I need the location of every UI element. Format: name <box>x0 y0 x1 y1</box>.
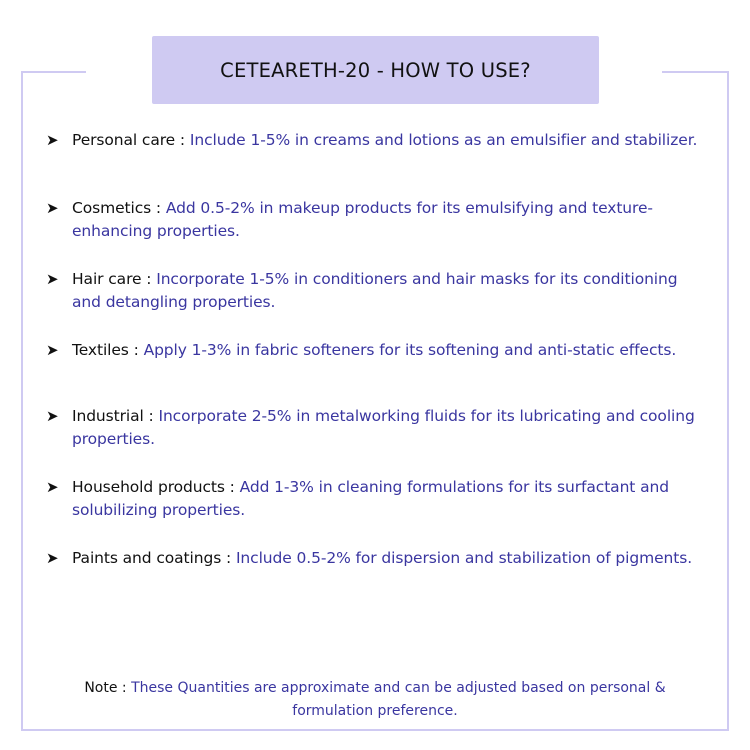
list-item-text <box>72 476 711 521</box>
list-item-description: Incorporate 1-5% in conditioners and hair masks for its conditioning and detangling properties. <box>72 270 678 311</box>
list-item-label: Industrial : <box>72 407 159 425</box>
list-item-label: Cosmetics : <box>72 199 162 217</box>
list-item-label: Hair care : <box>72 270 152 288</box>
list-item-text <box>72 339 676 362</box>
list-item-text <box>72 405 711 450</box>
page-title: CETEARETH-20 - HOW TO USE? <box>220 58 531 82</box>
list-item-label: Personal care : <box>72 131 186 149</box>
list-item-description: Include 0.5-2% for dispersion and stabilization of pigments. <box>235 549 693 567</box>
arrow-bullet-icon: ➤ <box>46 549 59 567</box>
arrow-bullet-icon: ➤ <box>46 199 59 217</box>
list-item <box>46 339 711 362</box>
list-item-label: Household products : <box>72 478 235 496</box>
arrow-bullet-icon: ➤ <box>46 131 59 149</box>
list-item-description: Add 1-3% in cleaning formulations for its surfactant and solubilizing properties. <box>72 478 669 519</box>
list-item <box>46 547 711 570</box>
arrow-bullet-icon: ➤ <box>46 407 59 425</box>
list-item-description: Incorporate 2-5% in metalworking fluids for its lubricating and cooling properties. <box>72 407 695 448</box>
list-item <box>46 476 711 521</box>
list-item-text <box>72 547 692 570</box>
list-item-text <box>72 268 711 313</box>
arrow-bullet-icon: ➤ <box>46 270 59 288</box>
list-item <box>46 268 711 313</box>
footnote <box>60 677 690 722</box>
list-item-text <box>72 197 711 242</box>
list-item-label: Textiles : <box>72 341 139 359</box>
list-item <box>46 405 711 450</box>
list-item-label: Paints and coatings : <box>72 549 232 567</box>
list-item-text <box>72 129 697 152</box>
content-frame <box>21 71 729 731</box>
title-banner <box>152 36 599 104</box>
list-item-description: Apply 1-3% in fabric softeners for its softening and anti-static effects. <box>143 341 677 359</box>
arrow-bullet-icon: ➤ <box>46 478 59 496</box>
list-item <box>46 197 711 242</box>
note-text: These Quantities are approximate and can be adjusted based on personal & formulation preference. <box>131 680 666 719</box>
arrow-bullet-icon: ➤ <box>46 341 59 359</box>
list-item <box>46 129 711 152</box>
list-item-description: Add 0.5-2% in makeup products for its emulsifying and texture-enhancing properties. <box>72 199 653 240</box>
note-label: Note : <box>84 680 127 696</box>
list-item-description: Include 1-5% in creams and lotions as an emulsifier and stabilizer. <box>189 131 698 149</box>
